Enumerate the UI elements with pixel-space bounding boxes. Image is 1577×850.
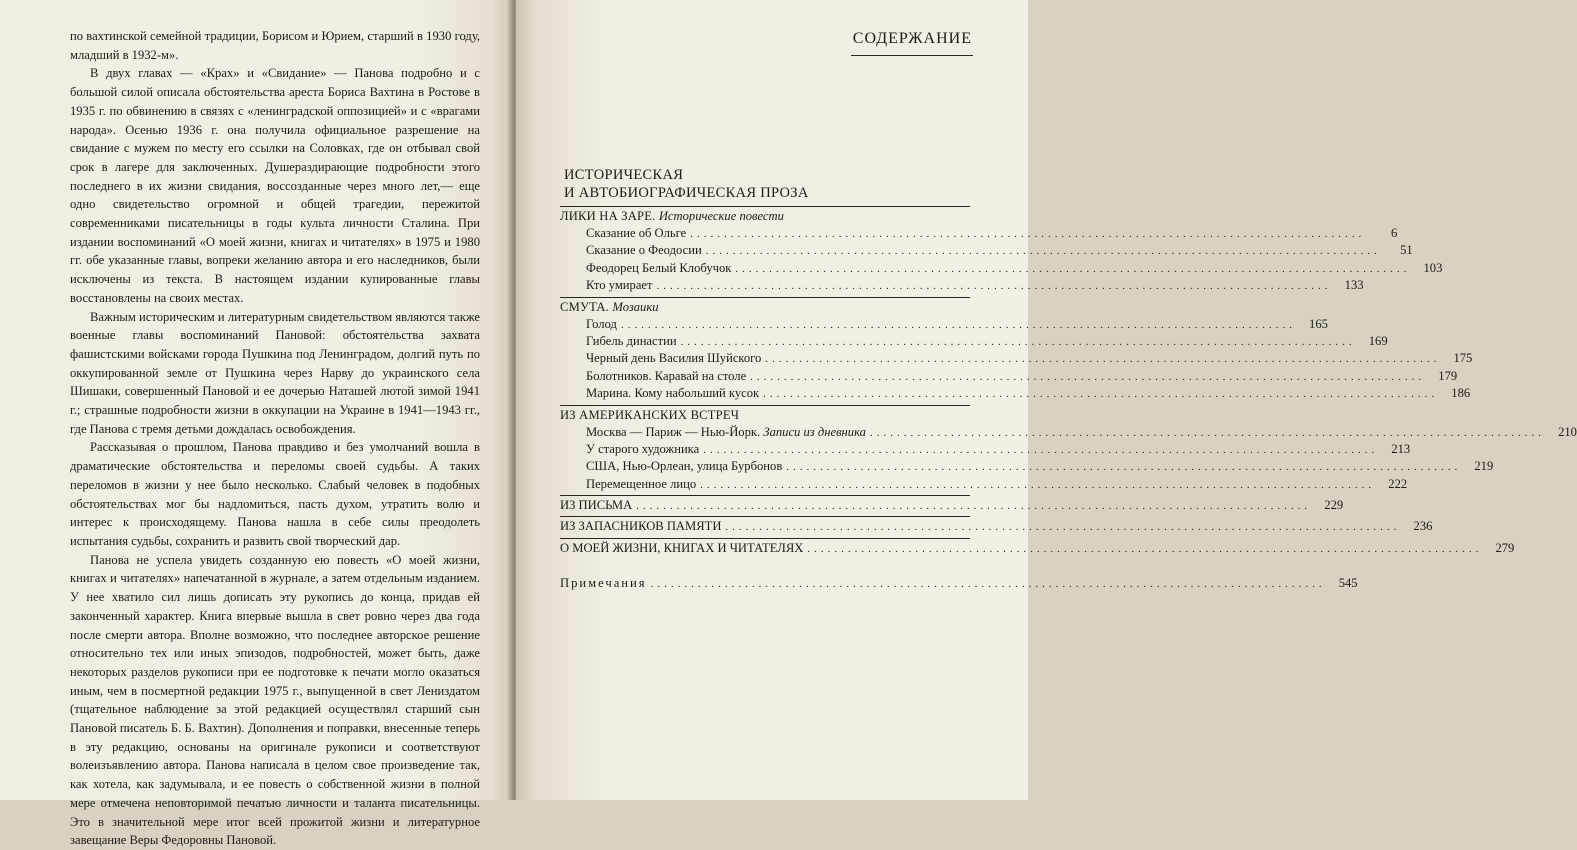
entry-title: О МОЕЙ ЖИЗНИ, КНИГАХ И ЧИТАТЕЛЯХ — [560, 540, 804, 555]
leader-dots: .................................................................................................... — [656, 280, 1332, 293]
paragraph-2: В двух главах — «Крах» и «Свидание» — Панова подробно и с большой силой описала обстоятельства ареста Бориса Вахтина в Ростове в 1935 г. по обвинению в связях с «ленинградской оппозицией» и с «врагами народа». Осенью 1936 г. она получила официальное разрешение на свидание с мужем по месту его ссылки на Соловках, где он отбывал свой срок в лагере для заключенных. Душераздирающие подробности этого последнего в их жизни свидания, воссозданные через много лет,— еще одно свидетельство огромной и общей трагедии, пережитой современниками писательницы в годы культа личности Сталина. При издании воспоминаний «О моей жизни, книгах и читателях» в 1975 и 1980 гг. обе указанные главы, вопреки желанию автора и его наследников, были исключены из текста. В настоящем издании купированные главы восстановлены на своих местах. — [70, 66, 480, 305]
toc-entry[interactable] — [560, 316, 1328, 333]
paragraph-4: Рассказывая о прошлом, Панова правдиво и без умолчаний вошла в драматические обстоятельства и переломы своей судьбы. А таких переломов в жизни у нее было несколько. Слабый человек в подобных обстоятельствах мог бы надломиться, пасть духом, утратить волю и интерес к происходящему. Панова нашла в себе силы преодолеть испытания судьбы, сохранить и развить свой творческий дар. — [70, 440, 480, 548]
entry-page: 165 — [1309, 316, 1328, 331]
leader-dots: .................................................................................................... — [735, 262, 1411, 275]
entry-title: Примечания — [560, 576, 647, 591]
toc-entry[interactable] — [560, 368, 1458, 385]
toc-entry[interactable] — [560, 424, 1577, 441]
section-title-line-1: ИСТОРИЧЕСКАЯ — [564, 167, 684, 183]
entry-title: Гибель династии — [586, 333, 677, 348]
group-title: ИЗ АМЕРИКАНСКИХ ВСТРЕЧ — [560, 407, 740, 422]
toc-entry-notes[interactable] — [560, 575, 1358, 592]
right-page — [516, 0, 1577, 800]
leader-dots: .................................................................................................... — [620, 318, 1296, 331]
group-subtitle: Исторические повести — [658, 209, 784, 223]
section-title — [564, 166, 964, 202]
toc-entry[interactable] — [560, 350, 1473, 367]
entry-title: ИЗ ПИСЬМА — [560, 498, 633, 513]
toc-entry[interactable] — [560, 441, 1411, 458]
entry-page: 179 — [1438, 368, 1458, 383]
entry-page: 229 — [1324, 498, 1344, 513]
entry-title: Сказание об Ольге — [586, 226, 687, 240]
entry-page: 51 — [1400, 243, 1413, 258]
entry-page: 545 — [1338, 576, 1358, 591]
toc-entry[interactable] — [560, 540, 1515, 557]
leader-dots: .................................................................................................... — [636, 500, 1312, 513]
toc-entry[interactable] — [560, 476, 1408, 493]
entry-title-italic: Записи из дневника — [763, 424, 866, 439]
entry-title: США, Нью-Орлеан, улица Бурбонов — [586, 459, 783, 474]
entry-title: ИЗ ЗАПАСНИКОВ ПАМЯТИ — [560, 519, 722, 534]
entry-title — [586, 424, 866, 441]
group-title: СМУТА. — [560, 299, 610, 314]
paragraph-3: Важным историческим и литературным свидетельством являются также военные главы воспоминаний Пановой: обстоятельства захвата фашистскими войсками города Пушкина под Ленинградом, долгий путь по оккупированной земле от Пушкина через Нарву до украинского села Шишаки, совершенный Пановой и ее дочерью Наташей лютой зимой 1941 г.; страшные подробности жизни в оккупации на Украине в 1941—1943 гг., где Панова с тремя детьми дождалась освобождения. — [70, 309, 480, 436]
leader-dots: .................................................................................................... — [700, 478, 1376, 491]
toc-group — [560, 538, 1515, 557]
toc-group — [560, 405, 1577, 494]
leader-dots: .................................................................................................... — [786, 461, 1462, 474]
toc-group — [560, 206, 1443, 295]
entry-page: 219 — [1474, 459, 1494, 474]
toc-entry[interactable] — [560, 385, 1471, 402]
entry-page: 175 — [1453, 351, 1473, 366]
paragraph-5: Панова не успела увидеть созданную ею повесть «О моей жизни, книгах и читателях» напечатанной в журнале, а затем отдельным изданием. У нее хватило сил лишь дописать эту рукопись до конца, придав ей законченный характер. Книга впервые вышла в свет ровно через два года после смерти автора. Вполне возможно, что последнее авторское решение относительно тех или иных эпизодов, подробностей, может быть, даже некоторых разделов рукописи при ее подготовке к печати могло оказаться иным, чем в посмертной редакции 1975 г., выпущенной в свет Лениздатом (тщательное наблюдение за этой редакцией осуществлял старший сын Пановой писатель Б. Б. Вахтин). Дополнения и поправки, внесенные теперь в эту редакцию, основаны на оригинале рукописи и соответствуют волеизъявлению автора. Панова написала в целом свое произведение так, как хотела, как задумывала, и ее повесть о собственной жизни в полной мере отмечена неповторимой печатью личности и таланта писательницы. Это в значительной мере итог всей прожитой жизни и литературное завещание Веры Федоровны Пановой. — [70, 552, 480, 848]
toc-entry[interactable] — [560, 497, 1344, 514]
entry-page: 236 — [1413, 519, 1433, 534]
toc-heading-rule — [851, 55, 973, 56]
leader-dots: .................................................................................................... — [650, 578, 1326, 591]
leader-dots: .................................................................................................... — [869, 426, 1545, 439]
toc-heading: СОДЕРЖАНИЕ — [852, 30, 972, 47]
entry-title-main: Москва — Париж — Нью-Йорк. — [586, 424, 761, 439]
leader-dots: .................................................................................................... — [690, 228, 1366, 240]
toc-group — [560, 495, 1344, 514]
entry-title: Черный день Василия Шуйского — [586, 351, 762, 366]
group-subtitle: Мозаики — [612, 299, 659, 314]
toc-group-heading — [560, 407, 970, 424]
table-of-contents — [560, 206, 1577, 593]
entry-title: Сказание о Феодосии — [586, 243, 702, 258]
toc-entry[interactable] — [560, 333, 1388, 350]
leader-dots: .................................................................................................... — [807, 542, 1483, 555]
prose-body — [70, 27, 480, 850]
leader-dots: .................................................................................................... — [725, 521, 1401, 534]
leader-dots: .................................................................................................... — [763, 388, 1439, 401]
entry-page: 222 — [1388, 476, 1408, 491]
section-title-line-2: И АВТОБИОГРАФИЧЕСКАЯ ПРОЗА — [564, 185, 809, 201]
toc-entry[interactable] — [560, 277, 1364, 294]
entry-title: Перемещенное лицо — [586, 476, 697, 491]
toc-entry[interactable] — [560, 225, 1398, 242]
entry-title: Марина. Кому набольший кусок — [586, 386, 760, 401]
toc-entry[interactable] — [560, 242, 1413, 259]
entry-page: 133 — [1344, 278, 1364, 293]
entry-title: У старого художника — [586, 441, 700, 456]
entry-title: Голод — [586, 316, 617, 331]
entry-page: 6 — [1390, 226, 1398, 240]
toc-group-heading — [560, 208, 970, 225]
entry-title: Кто умирает — [586, 278, 653, 293]
entry-page: 169 — [1368, 333, 1388, 348]
toc-entry[interactable] — [560, 518, 1433, 535]
toc-group — [560, 297, 1473, 403]
leader-dots: .................................................................................................... — [705, 245, 1381, 258]
entry-title: Феодорец Белый Клобучок — [586, 260, 732, 275]
entry-page: 103 — [1423, 260, 1443, 275]
toc-entry[interactable] — [560, 260, 1443, 277]
entry-page: 213 — [1391, 441, 1411, 456]
leader-dots: .................................................................................................... — [703, 443, 1379, 456]
leader-dots: .................................................................................................... — [765, 353, 1441, 366]
entry-page: 279 — [1495, 540, 1515, 555]
toc-entry[interactable] — [560, 458, 1494, 475]
entry-title: Болотников. Каравай на столе — [586, 368, 747, 383]
entry-page: 186 — [1451, 386, 1471, 401]
left-page — [0, 0, 512, 848]
entry-page: 210 — [1558, 424, 1577, 439]
leader-dots: .................................................................................................... — [680, 335, 1356, 348]
paragraph-1: по вахтинской семейной традиции, Борисом и Юрием, старший в 1930 году, младший в 1932-м». — [70, 29, 480, 62]
toc-group — [560, 516, 1433, 535]
leader-dots: .................................................................................................... — [750, 370, 1426, 383]
group-title: ЛИКИ НА ЗАРЕ. — [560, 209, 656, 223]
toc-group-heading — [560, 299, 970, 316]
